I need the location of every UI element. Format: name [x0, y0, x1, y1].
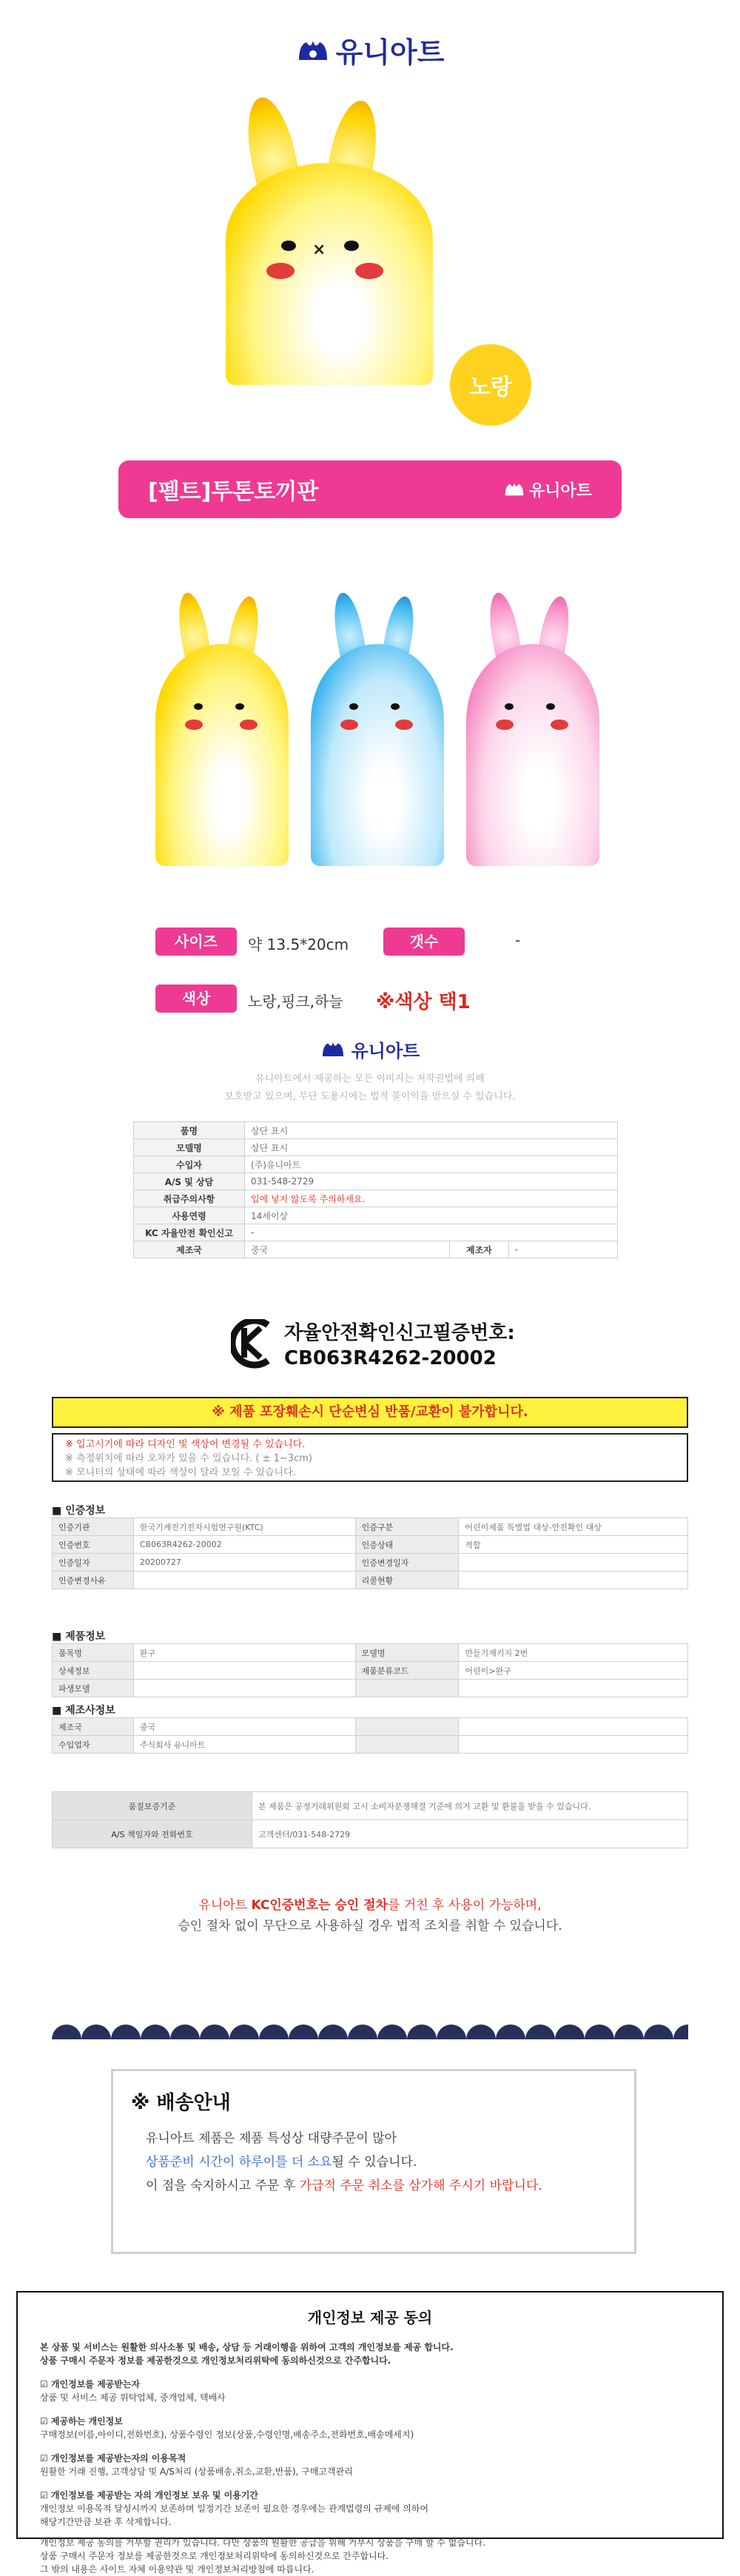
grid-cell: 인증변경일자: [355, 1554, 459, 1572]
wave-scallop: [229, 2025, 259, 2039]
info-value: 입에 넣지 않도록 주의하세요.: [245, 1190, 618, 1207]
wave-scallop: [377, 2025, 407, 2039]
kc-notice: [0, 1895, 740, 1936]
grid-cell: 한국기계전기전자시험연구원(KTC): [133, 1518, 355, 1536]
copyright-logo: [0, 1036, 740, 1062]
grid-row: [53, 1572, 688, 1589]
kc-mark-icon: [231, 1319, 275, 1372]
shipping-line2: 상품준비 시간이 하루이틀 더 소요될 수 있습니다.: [146, 2155, 417, 2170]
origin-value: 중국: [245, 1241, 450, 1258]
unicorn-logo-icon: [320, 1040, 346, 1059]
grid-cell: 인증상태: [355, 1536, 459, 1554]
privacy-section: [40, 2378, 700, 2404]
info-label: 모델명: [134, 1139, 245, 1156]
grid-row: [53, 1680, 688, 1697]
grid-cell: [459, 1680, 688, 1697]
color-label: 색상: [155, 985, 237, 1013]
kc-notice-line1: 유니아트 KC인증번호는 승인 절차를 거친 후 사용이 가능하며,: [198, 1898, 542, 1913]
info-row: [134, 1190, 618, 1207]
product-title: [펠트]투톤토끼판: [148, 479, 319, 505]
color-note: ※색상 택1: [376, 991, 471, 1013]
count-label: 갯수: [383, 928, 465, 956]
shipping-line3: 이 점을 숙지하시고 주문 후 가급적 주문 취소를 삼가해 주시기 바랍니다.: [146, 2178, 542, 2193]
grid-cell: [355, 1680, 459, 1697]
wave-scallop: [437, 2025, 466, 2039]
grid-cell: 리콜현황: [355, 1572, 459, 1589]
grid-cell: 품목명: [53, 1644, 134, 1662]
info-value: 상단 표시: [245, 1139, 618, 1156]
product-info-title: ■ 제품정보: [52, 1631, 106, 1643]
wave-scallop: [81, 2025, 111, 2039]
product-info-grid: [52, 1643, 688, 1697]
maker-info-title: ■ 제조사정보: [52, 1705, 115, 1717]
wave-scallop: [585, 2025, 614, 2039]
grid-cell: 중국: [133, 1718, 355, 1736]
privacy-intro2: 상품 구매시 주문자 정보를 제공한것으로 개인정보처리위탁에 동의하신것으로 간주합니다.: [40, 2355, 391, 2366]
wave-scallop: [525, 2025, 555, 2039]
grid-cell: 인증구분: [355, 1518, 459, 1536]
grid-cell: [355, 1718, 459, 1736]
wave-scallop: [170, 2025, 200, 2039]
hero-bunny-image: ×: [211, 96, 522, 392]
info-row: [134, 1139, 618, 1156]
kc-label: 자율안전확인신고필증번호:: [284, 1322, 515, 1344]
grid-cell: [133, 1680, 355, 1697]
wave-scallop: [644, 2025, 673, 2039]
privacy-section-head: ☑ 제공하는 개인정보: [40, 2416, 123, 2426]
info-row: [134, 1207, 618, 1224]
privacy-section: [40, 2452, 700, 2478]
copyright-line2: 보호받고 있으며, 무단 도용시에는 법적 불이익을 받으실 수 있습니다.: [224, 1091, 516, 1102]
info-value: (주)유니아트: [245, 1156, 618, 1173]
brand-logo-text: 유니아트: [335, 36, 445, 69]
info-row: [134, 1156, 618, 1173]
kc-number: CB063R4262-20002: [284, 1347, 497, 1369]
privacy-tail4: 그 밖의 내용은 사이트 자체 이용약관 및 개인정보처리방침에 따릅니다.: [40, 2564, 314, 2575]
maker-label: 제조자: [449, 1241, 508, 1258]
brand-logo: [0, 30, 740, 70]
grid-cell: 인증변경사유: [53, 1572, 134, 1589]
wave-scallop: [407, 2025, 437, 2039]
copyright-text: [0, 1070, 740, 1106]
grid-cell: 완구: [133, 1644, 355, 1662]
kc-notice-line2: 승인 절차 없이 무단으로 사용하실 경우 법적 조치를 취할 수 있습니다.: [178, 1919, 562, 1933]
copyright-logo-text: 유니아트: [351, 1041, 420, 1061]
wave-scallop: [318, 2025, 348, 2039]
info-row: [134, 1173, 618, 1190]
grid-cell: [459, 1718, 688, 1736]
privacy-section-body: 상품 및 서비스 제공 위탁업체, 중개업체, 택배사: [40, 2392, 226, 2403]
wave-scallop: [496, 2025, 525, 2039]
privacy-section: [40, 2489, 700, 2515]
privacy-tail2: 개인정보 제공 동의를 거부할 권리가 있습니다. 다만 상품의 원활한 공급을 위해 거부시 상품을 구매 할 수 없습니다.: [40, 2538, 485, 2548]
info-value: 상단 표시: [245, 1122, 618, 1139]
wave-scallop: [259, 2025, 289, 2039]
info-label: KC 자율안전 확인신고: [134, 1224, 245, 1241]
copyright-line1: 유니아트에서 제공하는 모든 이미지는 저작권법에 의해: [255, 1073, 485, 1084]
size-value: 약 13.5*20cm: [248, 936, 349, 953]
privacy-section-head: ☑ 개인정보를 제공받는자: [40, 2379, 141, 2389]
quality-value: 본 제품은 공정거래위원회 고시 소비자분쟁해결 기준에 의거 교환 및 환불을 받을 수 있습니다.: [252, 1792, 688, 1820]
grid-cell: [355, 1736, 459, 1754]
grid-row: [53, 1536, 688, 1554]
wave-scallop: [289, 2025, 318, 2039]
title-logo: [503, 478, 592, 501]
wave-scallop: [555, 2025, 585, 2039]
privacy-section-head: ☑ 개인정보를 제공받는 자의 개인정보 보유 및 이용기간: [40, 2490, 259, 2500]
grid-cell: 적합: [459, 1536, 688, 1554]
info-label: 사용연령: [134, 1207, 245, 1224]
grid-row: [53, 1718, 688, 1736]
as-value: 고객센터/031-548-2729: [252, 1820, 688, 1848]
color-badge: 노랑: [450, 344, 531, 426]
info-label: 취급주의사항: [134, 1190, 245, 1207]
note-1: ※ 입고시기에 따라 디자인 및 색상이 변경될 수 있습니다.: [65, 1439, 306, 1450]
wave-divider: [52, 2025, 688, 2039]
unicorn-logo-icon: [503, 481, 525, 497]
grid-cell: [133, 1572, 355, 1589]
count-value: -: [515, 931, 521, 949]
info-row: [134, 1224, 618, 1241]
privacy-box: [16, 2291, 724, 2575]
info-value: 14세이상: [245, 1207, 618, 1224]
grid-cell: 제조국: [53, 1718, 134, 1736]
kc-certification: [231, 1319, 515, 1372]
shipping-line1: 유니아트 제품은 제품 특성상 대량주문이 많아: [146, 2131, 397, 2146]
info-value: 031-548-2729: [245, 1173, 618, 1190]
grid-cell: 어린이제품 특별법 대상-안전확인 대상: [459, 1518, 688, 1536]
grid-cell: 파생모델: [53, 1680, 134, 1697]
grid-cell: [459, 1554, 688, 1572]
color-variants-image: [148, 592, 607, 873]
wave-scallop: [141, 2025, 170, 2039]
privacy-section-body: 원활한 거래 진행, 고객상담 및 A/S처리 (상품배송,취소,교환,반품), 구매고객관리: [40, 2466, 353, 2477]
quality-table: [52, 1791, 688, 1848]
note-3: ※ 모니터의 상태에 따라 색상이 달라 보일 수 있습니다.: [65, 1467, 296, 1478]
wave-scallop: [111, 2025, 141, 2039]
wave-scallop: [348, 2025, 377, 2039]
size-label: 사이즈: [155, 928, 237, 956]
unicorn-logo-icon: [296, 38, 330, 63]
grid-row: [53, 1662, 688, 1680]
grid-cell: [459, 1736, 688, 1754]
privacy-intro1: 본 상품 및 서비스는 원활한 의사소통 및 배송, 상담 등 거래이행을 위하여 고객의 개인정보를 제공 합니다.: [40, 2342, 454, 2352]
info-label: 품명: [134, 1122, 245, 1139]
grid-cell: 어린이>완구: [459, 1662, 688, 1680]
notes-box: [52, 1433, 688, 1482]
quality-label: 품질보증기준: [53, 1792, 252, 1820]
info-row: [134, 1122, 618, 1139]
grid-cell: 상세정보: [53, 1662, 134, 1680]
grid-cell: 인증기관: [53, 1518, 134, 1536]
grid-row: [53, 1518, 688, 1536]
cert-table: [52, 1517, 688, 1589]
info-label: 수입자: [134, 1156, 245, 1173]
grid-row: [53, 1644, 688, 1662]
privacy-section-body: 개인정보 이용목적 달성시까지 보존하며 일정기간 보존이 필요한 경우에는 관계법령의 규제에 의하여: [40, 2503, 429, 2514]
wave-scallop: [466, 2025, 496, 2039]
warning-banner: ※ 제품 포장훼손시 단순변심 반품/교환이 불가합니다.: [52, 1397, 688, 1428]
privacy-tail1: 해당기간만큼 보관 후 삭제합니다.: [40, 2517, 172, 2527]
note-2: ※ 측정위치에 따라 오차가 있을 수 있습니다. ( ± 1~3cm): [65, 1453, 312, 1464]
color-value: 노랑,핑크,하늘: [248, 993, 343, 1010]
grid-cell: 만들기재키지 2번: [459, 1644, 688, 1662]
title-logo-text: 유니아트: [528, 481, 592, 500]
grid-cell: CB063R4262-20002: [133, 1536, 355, 1554]
product-info-table: [133, 1121, 618, 1258]
grid-cell: 모델명: [355, 1644, 459, 1662]
info-value: -: [245, 1224, 618, 1241]
privacy-tail3: 상품 구매시 주문자 정보를 제공한것으로 개인정보처리위탁에 동의하신것으로 간주합니다.: [40, 2551, 389, 2561]
maker-info-grid: [52, 1717, 688, 1754]
maker-value: -: [508, 1241, 617, 1258]
privacy-section-body: 구매정보(이름,아이디,전화번호), 상품수령인 정보(상품,수령인명,배송주소,전화번호,배송메세지): [40, 2429, 414, 2440]
grid-cell: [459, 1572, 688, 1589]
wave-scallop: [52, 2025, 81, 2039]
cert-title: ■ 인증정보: [52, 1505, 106, 1517]
grid-cell: 20200727: [133, 1554, 355, 1572]
product-title-bar: [118, 460, 622, 518]
privacy-title: 개인정보 제공 동의: [307, 2309, 433, 2327]
grid-row: [53, 1554, 688, 1572]
wave-scallop: [673, 2025, 688, 2039]
grid-row: [53, 1736, 688, 1754]
as-label: A/S 책임자와 전화번호: [53, 1820, 252, 1848]
shipping-box: [111, 2069, 636, 2254]
shipping-title: ※ 배송안내: [131, 2092, 231, 2114]
origin-label: 제조국: [134, 1241, 245, 1258]
privacy-section: [40, 2415, 700, 2441]
grid-cell: [133, 1662, 355, 1680]
info-label: A/S 및 상담: [134, 1173, 245, 1190]
grid-cell: 인증번호: [53, 1536, 134, 1554]
privacy-section-head: ☑ 개인정보를 제공받는자의 이용목적: [40, 2453, 186, 2463]
wave-scallop: [200, 2025, 229, 2039]
grid-cell: 수입업자: [53, 1736, 134, 1754]
grid-cell: 주식회사 유니아트: [133, 1736, 355, 1754]
grid-cell: 제품분류코드: [355, 1662, 459, 1680]
wave-scallop: [614, 2025, 644, 2039]
grid-cell: 인증일자: [53, 1554, 134, 1572]
